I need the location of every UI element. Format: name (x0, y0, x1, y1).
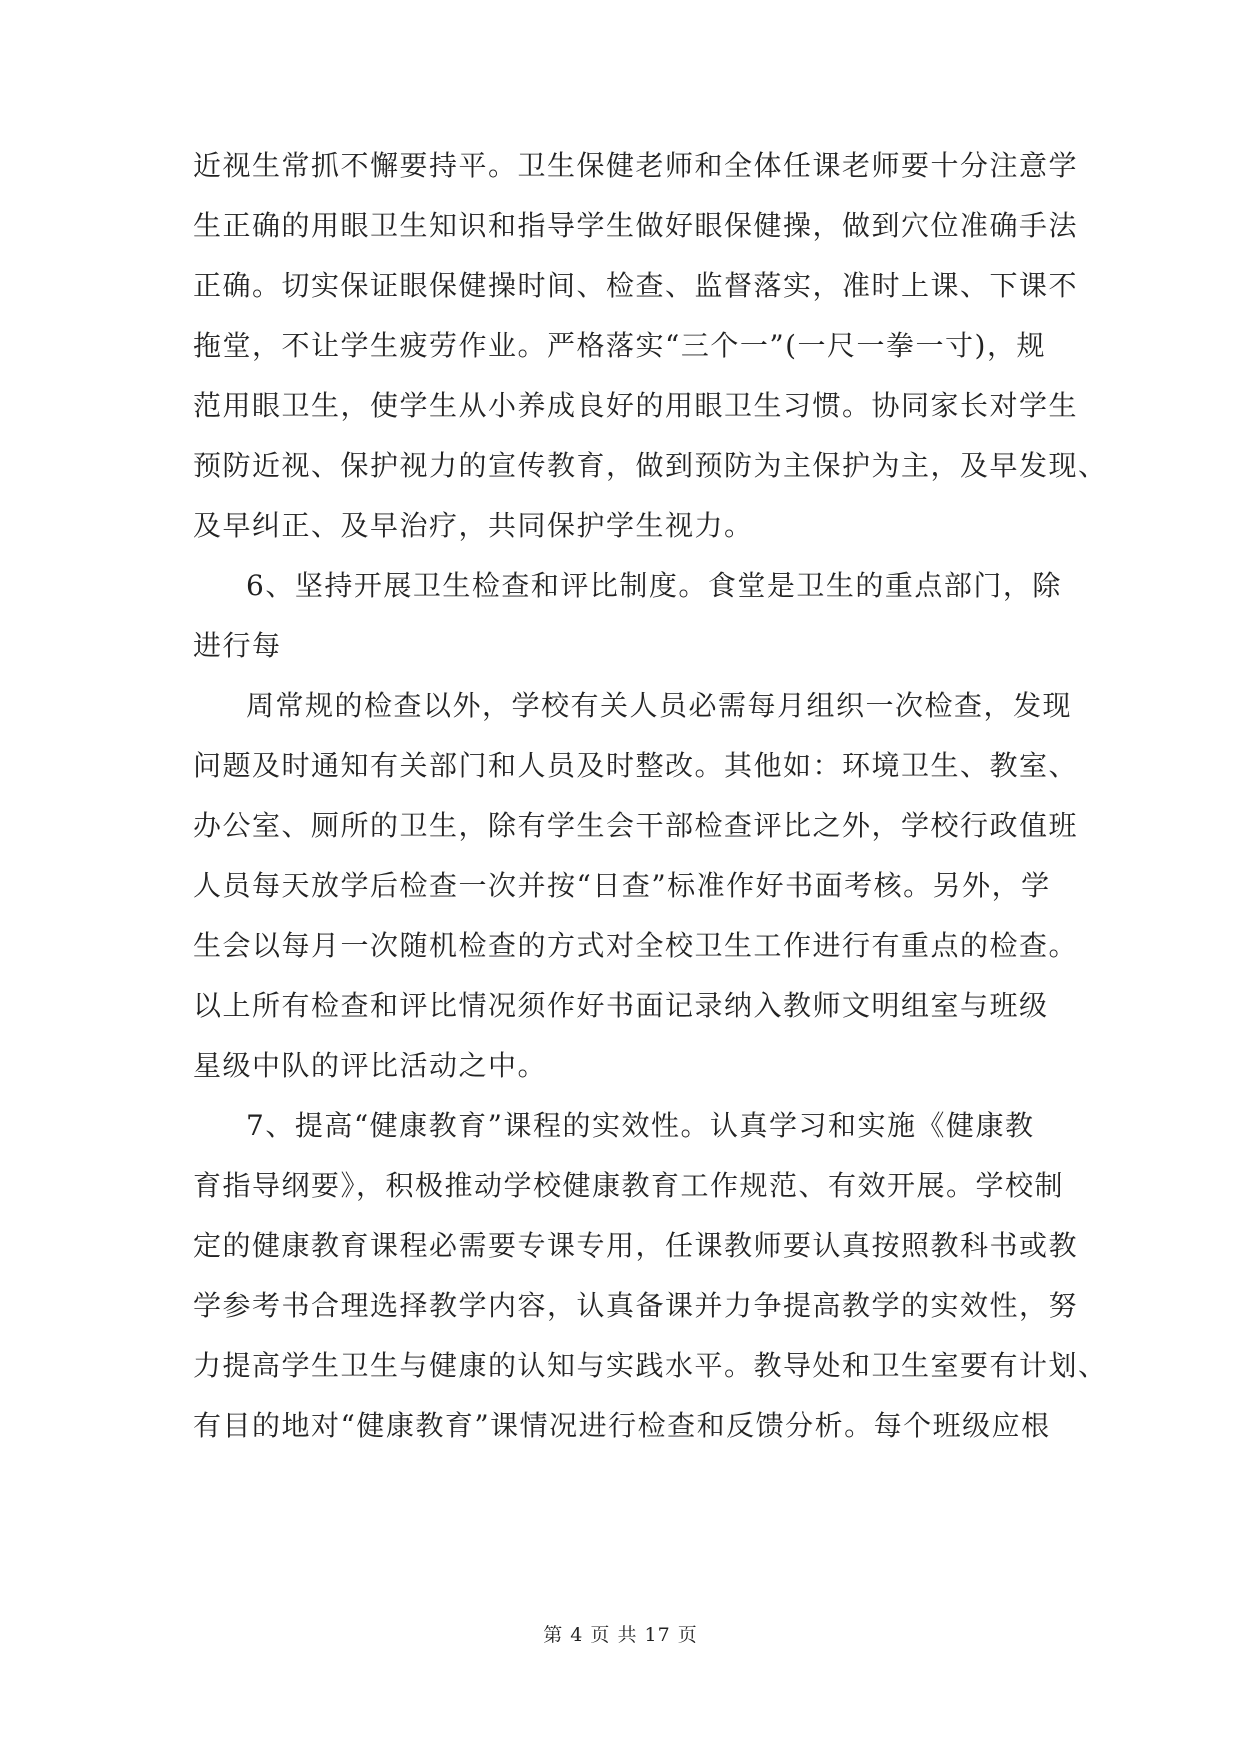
text-line: 预防近视、保护视力的宣传教育，做到预防为主保护为主，及早发现、 (193, 449, 1108, 482)
text-line: 人员每天放学后检查一次并按“日查”标准作好书面考核。另外，学 (193, 869, 1051, 902)
text-line: 拖堂，不让学生疲劳作业。严格落实“三个一”(一尺一拳一寸)，规 (193, 329, 1046, 362)
text-line: 范用眼卫生，使学生从小养成良好的用眼卫生习惯。协同家长对学生 (193, 389, 1079, 422)
text-line: 生会以每月一次随机检查的方式对全校卫生工作进行有重点的检查。 (193, 929, 1079, 962)
text-line: 生正确的用眼卫生知识和指导学生做好眼保健操，做到穴位准确手法 (193, 209, 1079, 242)
paragraph-start-line: 周常规的检查以外，学校有关人员必需每月组织一次检查，发现 (246, 689, 1073, 722)
paragraph-start-line: 7、提高“健康教育”课程的实效性。认真学习和实施《健康教 (246, 1109, 1035, 1142)
text-line: 近视生常抓不懈要持平。卫生保健老师和全体任课老师要十分注意学 (193, 149, 1079, 182)
text-line: 办公室、厕所的卫生，除有学生会干部检查评比之外，学校行政值班 (193, 809, 1079, 842)
paragraph-start-line: 6、坚持开展卫生检查和评比制度。食堂是卫生的重点部门，除 (246, 569, 1062, 602)
page-number-footer: 第 4 页 共 17 页 (543, 1624, 698, 1646)
text-line: 问题及时通知有关部门和人员及时整改。其他如：环境卫生、教室、 (193, 749, 1079, 782)
text-line: 及早纠正、及早治疗，共同保护学生视力。 (193, 509, 754, 542)
text-line: 以上所有检查和评比情况须作好书面记录纳入教师文明组室与班级 (193, 989, 1049, 1022)
text-line: 进行每 (193, 629, 282, 662)
text-line: 正确。切实保证眼保健操时间、检查、监督落实，准时上课、下课不 (193, 269, 1079, 302)
text-line: 有目的地对“健康教育”课情况进行检查和反馈分析。每个班级应根 (193, 1409, 1051, 1442)
text-line: 星级中队的评比活动之中。 (193, 1049, 548, 1082)
text-line: 学参考书合理选择教学内容，认真备课并力争提高教学的实效性，努 (193, 1289, 1079, 1322)
text-line: 育指导纲要》，积极推动学校健康教育工作规范、有效开展。学校制 (193, 1169, 1065, 1202)
text-line: 定的健康教育课程必需要专课专用，任课教师要认真按照教科书或教 (193, 1229, 1079, 1262)
text-line: 力提高学生卫生与健康的认知与实践水平。教导处和卫生室要有计划、 (193, 1349, 1108, 1382)
